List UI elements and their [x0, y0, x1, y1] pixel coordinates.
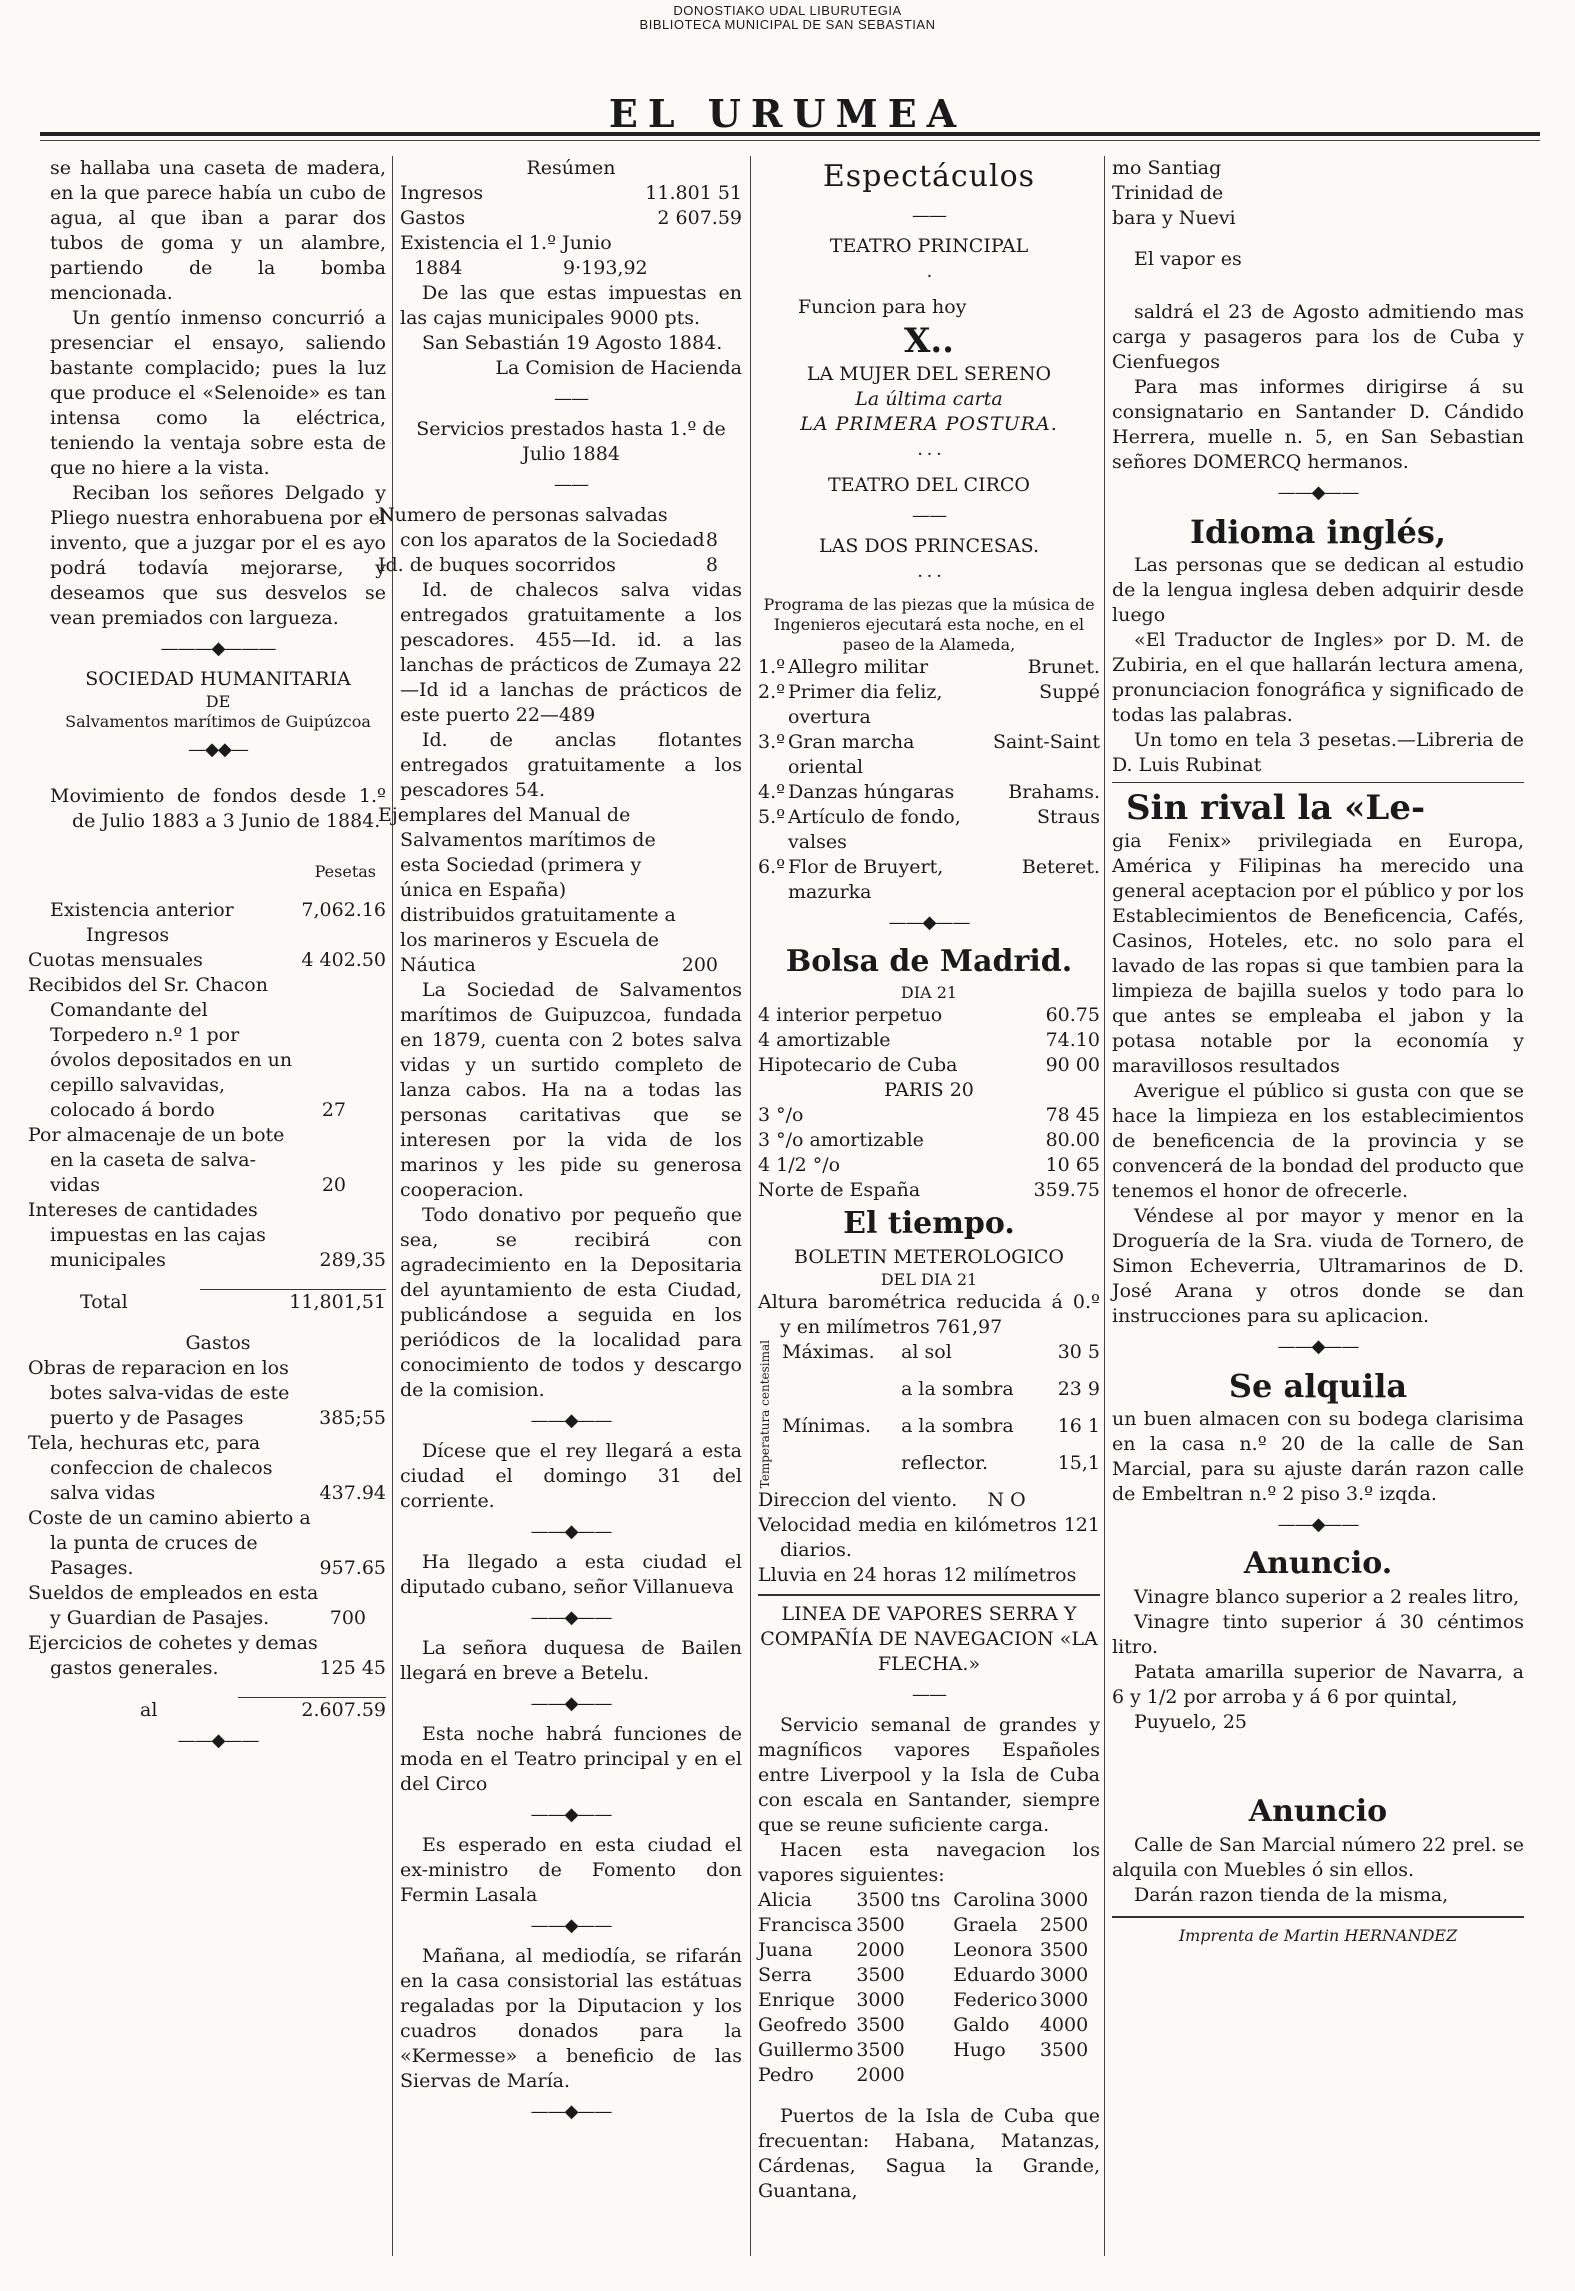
pieza-num: 5.º [758, 806, 786, 828]
place-date: San Sebastián 19 Agosto 1884. [422, 332, 723, 354]
news-duquesa: La señora duquesa de Bailen llegará en breve a Betelu. [400, 1637, 742, 1684]
pieza-title: Danzas húngaras [788, 781, 955, 803]
ornament: · · · [917, 566, 941, 587]
library-stamp-spanish: BIBLIOTECA MUNICIPAL DE SAN SEBASTIAN [639, 17, 936, 32]
ejemplares-row [378, 803, 742, 978]
ornament: ———◆——— [160, 638, 276, 659]
servicio-value: 8 [705, 554, 718, 576]
column-3 [758, 156, 1100, 2204]
pieza-author: Brunet. [1027, 656, 1100, 678]
total-label: Total [80, 1290, 128, 1313]
ornament: —— [554, 474, 588, 495]
bolsa-value: 60.75 [1045, 1004, 1100, 1026]
vapor-tonnage: 3500 [1039, 2039, 1089, 2062]
pieza-author: Brahams. [1008, 781, 1100, 803]
vapores-table [758, 1888, 1100, 2088]
society-title: SOCIEDAD HUMANITARIA [85, 668, 351, 690]
column-divider-2 [750, 156, 751, 2256]
gasto-label: Obras de reparacion en los botes salva-vidas de este puerto y de Pasages [28, 1357, 290, 1429]
vapor-row [758, 2063, 1100, 2088]
vapor-tonnage: 3000 [1039, 1889, 1089, 1912]
news-ministro: Es esperado en esta ciudad el ex-ministro de Fomento don Fermin Lasala [400, 1834, 742, 1906]
column-divider-3 [1104, 156, 1105, 2256]
tiempo-title: El tiempo. [843, 1206, 1015, 1241]
vapor-row [758, 1963, 1100, 1988]
ornament: ——◆—— [177, 1730, 259, 1751]
servicio-value: 8 [705, 529, 718, 551]
legia-text: gia Fenix» privilegiada en Europa, América y Filipinas ha merecido una general aceptacion por el público y por los Establecimientos de Beneficencia, Cafés, Casinos, Hoteles, etc. no solo para el lavado de las ropas si que tambien para la limpieza de bajilla suelos y todo para lo que antes se empleaba el jabon y la potasa notable por la economía y maravillosos resultados [1112, 830, 1524, 1077]
vapor-line-2: Trinidad de [1112, 182, 1224, 204]
traductor-text: «El Traductor de Ingles» por D. M. de Zubiria, en el que hallarán lectura amena, pronunciacion fonográfica y significado de todas las palabras. [1112, 629, 1524, 726]
resumen-value: 11.801 51 [645, 182, 742, 204]
masthead: EL URUMEA [608, 91, 967, 136]
ornament: —— [912, 1684, 946, 1706]
vapor-row [758, 1888, 1100, 1913]
calle-text: Calle de San Marcial número 22 prel. se alquila con Muebles ó sin ellos. [1112, 1834, 1524, 1881]
news-rey: Dícese que el rey llegará a esta ciudad el domingo 31 del corriente. [400, 1440, 742, 1512]
vapor-name: Hugo [953, 2039, 1006, 2062]
ingresos-table [28, 948, 386, 1273]
column-4 [1112, 156, 1524, 1946]
vapor-row [758, 2013, 1100, 2038]
vapor-name: Alicia [758, 1889, 812, 1912]
ornament: ——◆—— [530, 1607, 612, 1628]
puertos-text: Puertos de la Isla de Cuba que frecuentan: Habana, Matanzas, Cárdenas, Sagua la Grande, Guantana, [758, 2105, 1100, 2203]
existencia-row [400, 256, 742, 281]
pieza-title: Flor de Bruyert, mazurka [788, 856, 944, 903]
bolsa-title: Bolsa de Madrid. [785, 944, 1073, 979]
vapor-name: Pedro [758, 2064, 814, 2087]
news-funciones: Esta noche habrá funciones de moda en el Teatro principal y en el del Circo [400, 1723, 742, 1795]
bolsa-value: 74.10 [1045, 1029, 1100, 1051]
espectaculos-title: Espectáculos [822, 159, 1036, 194]
vapor-tonnage: 3000 [856, 1989, 905, 2012]
gastos-total-label: al [140, 1698, 158, 1721]
bolsa-value: 90 00 [1045, 1054, 1100, 1076]
temperature-table [758, 1340, 1100, 1488]
column-divider-1 [392, 156, 393, 2256]
donativo-text: Todo donativo por pequeño que sea, se recibirá con agradecimiento en la Depositaria del ayuntamiento de esta Ciudad, publicándose a seguida en los periódicos de la localidad para conocimiento de todos y descargo de la comision. [400, 1204, 742, 1401]
ornament: ——◆—— [530, 1521, 612, 1542]
ingreso-value: 20 [321, 1174, 346, 1196]
masthead-rule [40, 132, 1540, 136]
ejemplares-label: Ejemplares del Manual de Salvamentos marítimos de esta Sociedad (primera y única en España) distribuidos gratuitamente a los marineros y Escuela de Náutica [378, 804, 676, 976]
pieza-author: Suppé [1039, 681, 1100, 703]
vendese-text: Véndese al por mayor y menor en la Droguería de la Sra. viuda de Tornero, de Simon Echeverria, Ultramarinos de D. José Arana y otros donde se dan instrucciones para su aplicacion. [1112, 1205, 1524, 1327]
resumen-title: Resúmen [526, 157, 616, 179]
gasto-value: 700 [329, 1607, 366, 1629]
temp-sub: al sol [901, 1341, 952, 1363]
ornament: —— [912, 505, 946, 526]
masthead-rule-thin [40, 140, 1540, 141]
ingreso-value: 27 [321, 1099, 346, 1121]
vapor-row [758, 1938, 1100, 1963]
temp-sub: a la sombra [901, 1378, 1014, 1401]
column-2 [378, 156, 742, 2130]
bolsa-dia: DIA 21 [900, 983, 958, 1002]
paris-value: 10 65 [1045, 1154, 1100, 1176]
obra-2: La última carta [855, 388, 1003, 410]
vapor-tonnage: 2000 [856, 2064, 905, 2087]
programa-text: Programa de las piezas que la música de Ingenieros ejecutará esta noche, en el paseo de la Alameda, [763, 595, 1095, 654]
paris-value: 78 45 [1045, 1104, 1100, 1126]
ingreso-label: Intereses de cantidades impuestas en las cajas municipales [28, 1199, 266, 1271]
obra-3: LA PRIMERA POSTURA. [800, 413, 1058, 435]
vinagre-2: Vinagre tinto superior á 30 céntimos litro. [1112, 1611, 1524, 1658]
vapor-name: Graela [953, 1914, 1018, 1937]
movement-heading: Movimiento de fondos desde 1.º de Julio 1883 a 3 Junio de 1884. [50, 785, 386, 832]
existencia-note: De las que estas impuestas en las cajas municipales 9000 pts. [400, 282, 742, 329]
ornament: ——◆—— [1277, 482, 1359, 503]
ornament: ——◆—— [530, 1915, 612, 1936]
gasto-label: Tela, hechuras etc, para confeccion de chalecos salva vidas [28, 1432, 273, 1504]
intro-para-1: se hallaba una caseta de madera, en la que parece había un cubo de agua, al que iban a parar dos tubos de goma y un alambre, partiendo de la bomba mencionada. [50, 157, 386, 304]
vapor-name: Serra [758, 1964, 812, 1987]
ornament: —— [912, 205, 946, 226]
paris-value: 359.75 [1033, 1179, 1100, 1201]
anuncio-title-1: Anuncio. [1243, 1546, 1393, 1581]
gasto-value: 437.94 [319, 1482, 386, 1504]
pieza-title: Primer dia feliz, overtura [788, 681, 943, 728]
puyuelo-text: Puyuelo, 25 [1134, 1711, 1248, 1733]
teatro-circo: TEATRO DEL CIRCO [827, 474, 1031, 496]
currency-label: Pesetas [314, 862, 376, 881]
temp-value: 23 9 [1057, 1378, 1100, 1401]
existencia-label: Existencia anterior [50, 899, 234, 921]
velocidad-text: Velocidad media en kilómetros 121 diarios. [758, 1514, 1100, 1562]
bolsa-label: 4 interior perpetuo [758, 1004, 943, 1026]
bolsa-label: Hipotecario de Cuba [758, 1054, 958, 1076]
viento-text: Direccion del viento. N O [758, 1489, 1026, 1512]
vapor-name: Enrique [758, 1989, 835, 2012]
ingles-text: Las personas que se dedican al estudio de la lengua inglesa deben adquirir desde luego [1112, 554, 1524, 626]
pieza-num: 4.º [758, 781, 786, 803]
ingresos-title: Ingresos [86, 924, 170, 946]
pieza-num: 3.º [758, 731, 786, 753]
lluvia-text: Lluvia en 24 horas 12 milímetros [758, 1564, 1077, 1587]
servicio-label: Numero de personas salvadas con los aparatos de la Sociedad [378, 504, 705, 551]
existencia-value: 9·193,92 [563, 257, 648, 279]
gastos-title: Gastos [185, 1332, 251, 1354]
pieza-title: Allegro militar [788, 656, 929, 678]
averigue-text: Averigue el público si gusta con que se hace la limpieza en los establecimientos de beneficencia de la provincia y se convencerá de la bondad del producto que tenemos el honor de ofrecerle. [1112, 1080, 1524, 1202]
temp-group [782, 1377, 901, 1414]
ornament: —◆◆— [188, 739, 248, 760]
servicio-label: Id. de buques socorridos [378, 554, 616, 576]
gasto-label: Sueldos de empleados en esta y Guardian de Pasajes. [28, 1582, 319, 1629]
razon-text: Darán razon tienda de la misma, [1134, 1884, 1449, 1906]
vapor-name: Galdo [953, 2014, 1010, 2037]
library-stamp-basque: DONOSTIAKO UDAL LIBURUTEGIA [673, 3, 902, 18]
ornament: ——◆—— [1277, 1336, 1359, 1357]
vapor-row [758, 1988, 1100, 2013]
temp-sub: a la sombra [901, 1415, 1014, 1438]
paris-label: 3 °/o [758, 1104, 804, 1126]
boletin-title: BOLETIN METEROLOGICO [794, 1246, 1064, 1268]
vapor-name: Carolina [953, 1889, 1036, 1912]
ingreso-value: 4 402.50 [301, 949, 386, 971]
vinagre-1: Vinagre blanco superior a 2 reales litro, [1134, 1586, 1520, 1608]
imprenta-text: Imprenta de Martin HERNANDEZ [1178, 1926, 1458, 1945]
obra-1: LA MUJER DEL SERENO [806, 363, 1052, 385]
news-rifa: Mañana, al mediodía, se rifarán en la casa consistorial las estátuas regaladas por la Diputacion y los cuadros donados para la «Kermesse» a beneficio de las Siervas de María. [400, 1945, 742, 2092]
function-x: X.. [903, 321, 955, 361]
vapor-tonnage: 2000 [856, 1939, 905, 1962]
ingreso-label: Cuotas mensuales [28, 949, 203, 971]
vapor-name: Geofredo [758, 2014, 847, 2037]
pieza-author: Saint-Saint [992, 731, 1100, 753]
programa-table [758, 655, 1100, 905]
society-de: DE [205, 692, 231, 711]
altura-text: Altura barométrica reducida á 0.º y en milímetros 761,97 [758, 1291, 1100, 1338]
vapor-name: Eduardo [953, 1964, 1036, 1987]
vapor-tonnage: 4000 [1039, 2014, 1089, 2037]
vapor-tonnage: 2500 [1039, 1914, 1089, 1937]
paris-value: 80.00 [1045, 1129, 1100, 1151]
alquila-text: un buen almacen con su bodega clarisima en la casa n.º 20 de la calle de San Marcial, para su ajuste darán razon calle de Embeltran n.º 2 piso 3.º izqda. [1112, 1408, 1524, 1505]
temp-group: Máximas. [782, 1341, 875, 1363]
library-stamp [0, 4, 1575, 32]
vapor-tonnage: 3500 [856, 1914, 905, 1937]
vapor-row [758, 2038, 1100, 2063]
existencia-value: 7,062.16 [301, 899, 386, 921]
ornament: · [926, 266, 932, 287]
vapor-line-3: bara y Nuevi [1112, 207, 1236, 229]
resumen-label: Gastos [400, 207, 466, 229]
temp-sub: reflector. [901, 1452, 989, 1475]
ingreso-label: Recibidos del Sr. Chacon Comandante del Torpedero n.º 1 por óvolos depositados en un cepillo salvavidas, colocado á bordo [28, 974, 293, 1121]
tomo-text: Un tomo en tela 3 pesetas.—Libreria de D. Luis Rubinat [1112, 729, 1524, 776]
pieza-num: 1.º [758, 656, 786, 678]
vapor-tonnage: 3000 [1039, 1964, 1089, 1987]
vapor-es: El vapor es [1134, 248, 1242, 270]
ornament: ——◆—— [888, 912, 970, 933]
temp-value: 15,1 [1057, 1452, 1100, 1475]
paris-label: Norte de España [758, 1179, 921, 1201]
gasto-value: 957.65 [319, 1557, 386, 1579]
ornament: —— [554, 388, 588, 409]
intro-para-3: Reciban los señores Delgado y Pliego nuestra enhorabuena por el invento, que a juzgar por el es ayo podrá todavía mejorarse, y deseamos que sus desvelos se vean premiados con largueza. [50, 482, 386, 629]
intro-para-2: Un gentío inmenso concurrió a presenciar el ensayo, saliendo bastante complacido; pues la luz que produce el «Selenoide» es tan intensa como la eléctrica, teniendo la ventaja sobre esta de que no hiere a la vista. [50, 307, 386, 479]
gastos-table [28, 1356, 386, 1681]
vapor-tonnage: 3500 [1039, 1939, 1089, 1962]
paris-label: PARIS 20 [884, 1079, 974, 1101]
servicio-text: Servicio semanal de grandes y magníficos vapores Españoles entre Liverpool y la Isla de Cuba con escala en Santander, siempre que se reune suficiente carga. [758, 1714, 1100, 1837]
paris-label: 3 °/o amortizable [758, 1129, 924, 1151]
signature: La Comision de Hacienda [495, 357, 742, 379]
gasto-value: 125 45 [319, 1657, 386, 1679]
ornament: ——◆—— [1277, 1514, 1359, 1535]
pieza-num: 6.º [758, 856, 786, 878]
ingreso-label: Por almacenaje de un bote en la caseta de salva-vidas [28, 1124, 285, 1196]
existencia-year: 1884 [414, 257, 463, 279]
paris-label: 4 1/2 °/o [758, 1154, 841, 1176]
pieza-num: 2.º [758, 681, 786, 703]
saldra-text: saldrá el 23 de Agosto admitiendo mas carga y pasageros para los de Cuba y Cienfuegos [1112, 301, 1524, 373]
gasto-label: Coste de un camino abierto a la punta de cruces de Pasages. [28, 1507, 311, 1579]
servicios-title: Servicios prestados hasta 1.º de Julio 1884 [416, 418, 726, 465]
sinrival-title: Sin rival la «Le- [1126, 788, 1426, 828]
ornament: ——◆—— [530, 2101, 612, 2122]
temp-group: Mínimas. [782, 1415, 871, 1438]
pieza-title: Gran marcha oriental [788, 731, 915, 778]
boletin-dia: DEL DIA 21 [880, 1270, 978, 1289]
temp-label: Temperatura centesimal [758, 1340, 772, 1489]
servicios-table [378, 503, 742, 578]
bolsa-label: 4 amortizable [758, 1029, 891, 1051]
chalecos-text: Id. de chalecos salva vidas entregados gratuitamente a los pescadores. 455—Id. id. a las lanchas de prácticos de Zumaya 22—Id id a lanchas de prácticos de este puerto 22—489 [400, 579, 742, 726]
gastos-total-value: 2.607.59 [238, 1698, 386, 1724]
bolsa-table [758, 1003, 1100, 1078]
teatro-principal: TEATRO PRINCIPAL [829, 235, 1029, 257]
hacen-text: Hacen esta navegacion los vapores siguientes: [758, 1839, 1100, 1887]
total-row [50, 1289, 386, 1315]
salvamentos-text: La Sociedad de Salvamentos marítimos de Guipuzcoa, fundada en 1879, cuenta con 2 botes salva vidas y un surtido completo de lanza cabos. Ha na a todas las personas caritativas que se interesen por la vida de los marinos y les pide su generosa cooperacion. [400, 979, 742, 1201]
ornament: ——◆—— [530, 1410, 612, 1431]
news-diputado: Ha llegado a esta ciudad el diputado cubano, señor Villanueva [400, 1551, 742, 1598]
vapor-name: Guillermo [758, 2039, 854, 2062]
ornament: ——◆—— [530, 1804, 612, 1825]
temp-group [782, 1451, 901, 1488]
ingles-title: Idioma inglés, [1189, 513, 1447, 551]
pieza-title: Artículo de fondo, valses [788, 806, 961, 853]
anuncio-title-2: Anuncio [1248, 1794, 1388, 1829]
vapor-tonnage [1040, 2063, 1100, 2088]
informes-text: Para mas informes dirigirse á su consignatario en Santander D. Cándido Herrera, muelle n. 5, en San Sebastian señores DOMERCQ hermanos. [1112, 376, 1524, 473]
vapor-tonnage: 3000 [1039, 1989, 1089, 2012]
existencia-row [50, 898, 386, 923]
total-value: 11,801,51 [200, 1290, 386, 1316]
paris-table [758, 1103, 1100, 1203]
pieza-author: Straus [1036, 806, 1100, 828]
vapor-tonnage: 3500 [856, 2014, 905, 2037]
patata-text: Patata amarilla superior de Navarra, a 6 y 1/2 por arroba y á 6 por quintal, [1112, 1661, 1524, 1708]
vapor-name [953, 2063, 1040, 2088]
gasto-value: 385;55 [319, 1407, 386, 1429]
resumen-table [400, 181, 742, 231]
alquila-title: Se alquila [1228, 1367, 1408, 1405]
temp-value: 16 1 [1057, 1415, 1100, 1438]
temp-value: 30 5 [1057, 1341, 1100, 1363]
vapor-tonnage: 3500 [856, 2039, 905, 2062]
vapor-tonnage: 3500 [856, 1964, 905, 1987]
vapor-name: Federico [953, 1989, 1038, 2012]
ornament: · · · [917, 444, 941, 465]
vapor-name: Leonora [953, 1939, 1033, 1962]
resumen-label: Ingresos [400, 182, 484, 204]
existencia-line: Existencia el 1.º Junio [400, 232, 612, 254]
gasto-label: Ejercicios de cohetes y demas gastos generales. [28, 1632, 318, 1679]
gastos-total-row [50, 1697, 386, 1723]
anclas-text: Id. de anclas flotantes entregados gratuitamente a los pescadores 54. [400, 729, 742, 801]
resumen-value: 2 607.59 [657, 207, 742, 229]
circo-obra: LAS DOS PRINCESAS. [818, 535, 1039, 557]
funcion-hoy: Funcion para hoy [798, 296, 967, 318]
vapor-name: Francisca [758, 1914, 853, 1937]
society-subtitle: Salvamentos marítimos de Guipúzcoa [65, 712, 371, 731]
vapor-row [758, 1913, 1100, 1938]
ornament: ——◆—— [530, 1693, 612, 1714]
linea-title: LINEA DE VAPORES SERRA Y COMPAÑÍA DE NAVEGACION «LA FLECHA.» [760, 1603, 1098, 1676]
ingreso-value: 289,35 [319, 1249, 386, 1271]
pieza-author: Beteret. [1021, 856, 1100, 878]
vapor-tonnage: 3500 tns [856, 1889, 941, 1912]
vapor-name: Juana [758, 1939, 813, 1962]
column-1 [28, 156, 386, 1759]
vapor-line-1: mo Santiag [1112, 157, 1222, 179]
ejemplares-value: 200 [681, 954, 718, 976]
